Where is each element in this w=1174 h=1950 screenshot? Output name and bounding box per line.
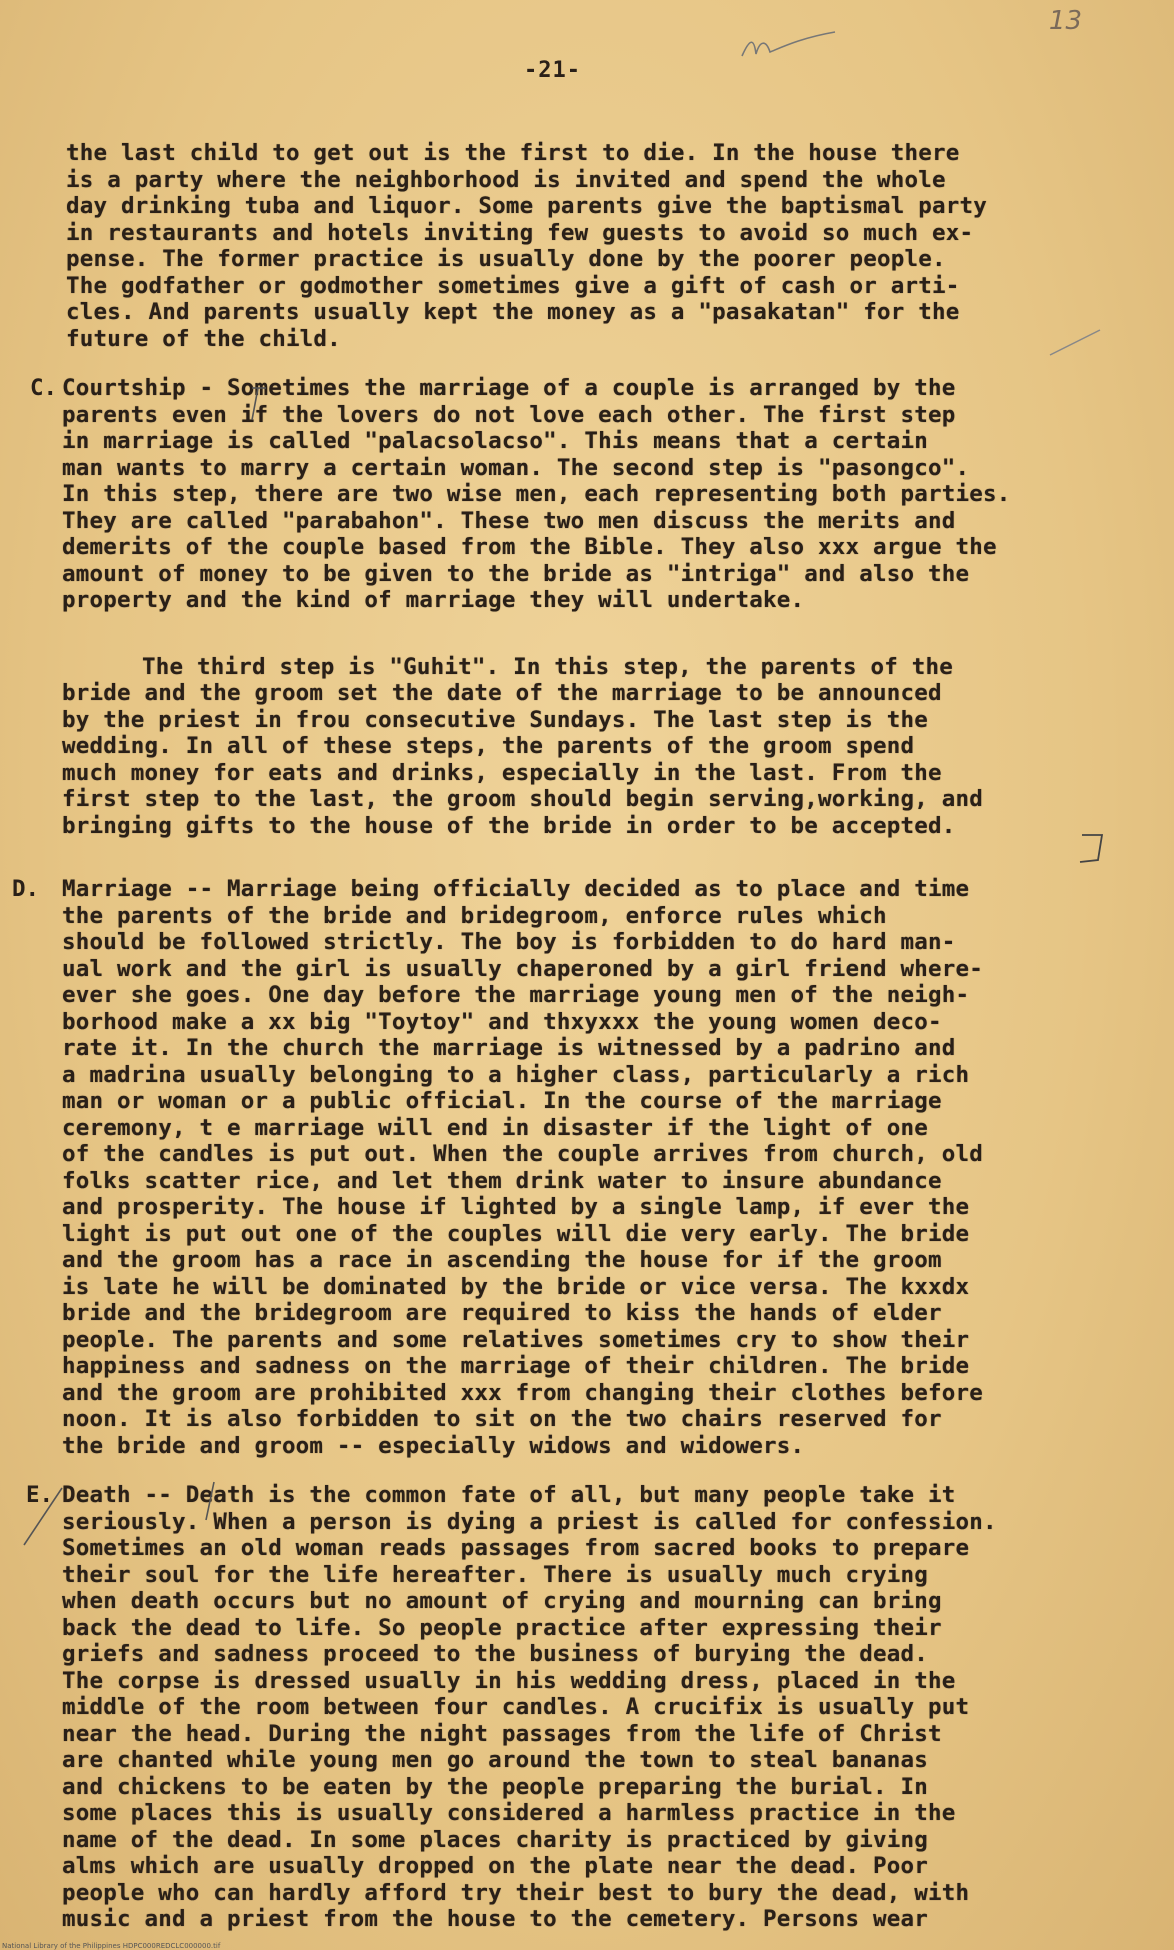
text-line: of the candles is put out. When the couple arrives from church, old — [62, 1141, 983, 1167]
text-line: man or woman or a public official. In the course of the marriage — [62, 1088, 942, 1114]
text-line: borhood make a xx big "Toytoy" and thxyxxx the young women deco- — [62, 1008, 942, 1035]
text-line: the bride and groom -- especially widows and widowers. — [62, 1432, 805, 1459]
text-line: happiness and sadness on the marriage of their children. The bride — [62, 1353, 970, 1379]
text-line: The godfather or godmother sometimes give a gift of cash or arti- — [66, 272, 960, 299]
text-line: the last child to get out is the first to die. In the house there — [66, 140, 960, 166]
text-line: day drinking tuba and liquor. Some parents give the baptismal party — [66, 193, 987, 219]
section-label: E. — [26, 1482, 54, 1508]
text-line: in marriage is called "palacsolacso". This means that a certain — [62, 428, 929, 454]
text-line: Courtship - Sometimes the marriage of a couple is arranged by the — [62, 375, 956, 401]
text-line: bride and the groom set the date of the marriage to be announced — [62, 680, 942, 706]
text-line: much money for eats and drinks, especially in the last. From the — [62, 759, 942, 786]
text-line: They are called "parabahon". These two men discuss the merits and — [62, 507, 956, 534]
text-line: when death occurs but no amount of crying and mourning can bring — [62, 1588, 942, 1614]
text-line: seriously. When a person is dying a priest is called for confession. — [62, 1508, 997, 1535]
text-line: near the head. During the night passages from the life of Christ — [62, 1720, 942, 1747]
text-line: the parents of the bride and bridegroom, enforce rules which — [62, 902, 887, 929]
text-line: The third step is "Guhit". In this step, the parents of the — [142, 653, 954, 680]
text-line: folks scatter rice, and let them drink water to insure abundance — [62, 1167, 942, 1194]
section-label: C. — [30, 375, 58, 401]
text-line: a madrina usually belonging to a higher class, particularly a rich — [62, 1061, 970, 1088]
text-line: and the groom has a race in ascending the house for if the groom — [62, 1247, 942, 1273]
text-line: and chickens to be eaten by the people preparing the burial. In — [62, 1773, 929, 1800]
text-line: some places this is usually considered a harmless practice in the — [62, 1800, 956, 1826]
text-line: Marriage -- Marriage being officially decided as to place and time — [62, 876, 970, 902]
text-line: bringing gifts to the house of the bride in order to be accepted. — [62, 812, 956, 839]
text-line: and prosperity. The house if lighted by a single lamp, if ever the — [62, 1194, 970, 1220]
text-line: middle of the room between four candles. A crucifix is usually put — [62, 1694, 970, 1720]
text-line: name of the dead. In some places charity is practiced by giving — [62, 1826, 929, 1853]
text-line: back the dead to life. So people practice after expressing their — [62, 1614, 942, 1641]
text-line: first step to the last, the groom should begin serving,working, and — [62, 786, 983, 812]
text-line: future of the child. — [66, 325, 341, 352]
text-line: should be followed strictly. The boy is forbidden to do hard man- — [62, 929, 956, 955]
text-line: pense. The former practice is usually done by the poorer people. — [66, 246, 946, 272]
section-label: D. — [12, 876, 40, 902]
text-line: ever she goes. One day before the marriage young men of the neigh- — [62, 982, 970, 1008]
text-line: people. The parents and some relatives sometimes cry to show their — [62, 1326, 970, 1353]
text-line: property and the kind of marriage they will undertake. — [62, 587, 805, 613]
text-line: noon. It is also forbidden to sit on the two chairs reserved for — [62, 1406, 942, 1432]
text-line: is a party where the neighborhood is invited and spend the whole — [66, 166, 946, 193]
text-line: in restaurants and hotels inviting few guests to avoid so much ex- — [66, 219, 974, 246]
text-line: are chanted while young men go around the town to steal bananas — [62, 1747, 929, 1773]
text-line: In this step, there are two wise men, each representing both parties. — [62, 481, 1011, 507]
text-line: demerits of the couple based from the Bible. They also xxx argue the — [62, 534, 997, 560]
text-line: The corpse is dressed usually in his wedding dress, placed in the — [62, 1667, 956, 1694]
text-line: alms which are usually dropped on the plate near the dead. Poor — [62, 1853, 929, 1879]
scan-footer: National Library of the Philippines HDPC000REDCLC000000.tif — [2, 1942, 221, 1950]
text-line: wedding. In all of these steps, the parents of the groom spend — [62, 733, 915, 759]
text-line: and the groom are prohibited xxx from changing their clothes before — [62, 1379, 983, 1406]
text-line: their soul for the life hereafter. There is usually much crying — [62, 1561, 929, 1588]
page-number: -21- — [524, 58, 581, 83]
text-line: Death -- Death is the common fate of all, but many people take it — [62, 1482, 956, 1508]
text-line: by the priest in frou consecutive Sundays. The last step is the — [62, 706, 929, 733]
text-line: ceremony, t e marriage will end in disaster if the light of one — [62, 1114, 929, 1141]
text-line: people who can hardly afford try their best to bury the dead, with — [62, 1879, 970, 1906]
text-line: is late he will be dominated by the bride or vice versa. The kxxdx — [62, 1273, 970, 1300]
corner-page-number: 13 — [1048, 6, 1082, 36]
text-line: griefs and sadness proceed to the business of burying the dead. — [62, 1641, 929, 1667]
text-line: man wants to marry a certain woman. The second step is "pasongco". — [62, 454, 970, 481]
text-line: Sometimes an old woman reads passages from sacred books to prepare — [62, 1535, 970, 1561]
text-line: ual work and the girl is usually chaperoned by a girl friend where- — [62, 955, 983, 982]
text-line: cles. And parents usually kept the money as a "pasakatan" for the — [66, 299, 960, 325]
text-line: parents even if the lovers do not love each other. The first step — [62, 401, 956, 428]
text-line: amount of money to be given to the bride as "intriga" and also the — [62, 560, 970, 587]
text-line: light is put out one of the couples will die very early. The bride — [62, 1220, 970, 1247]
text-line: rate it. In the church the marriage is witnessed by a padrino and — [62, 1035, 956, 1061]
text-line: music and a priest from the house to the cemetery. Persons wear — [62, 1906, 929, 1932]
text-line: bride and the bridegroom are required to kiss the hands of elder — [62, 1300, 942, 1326]
